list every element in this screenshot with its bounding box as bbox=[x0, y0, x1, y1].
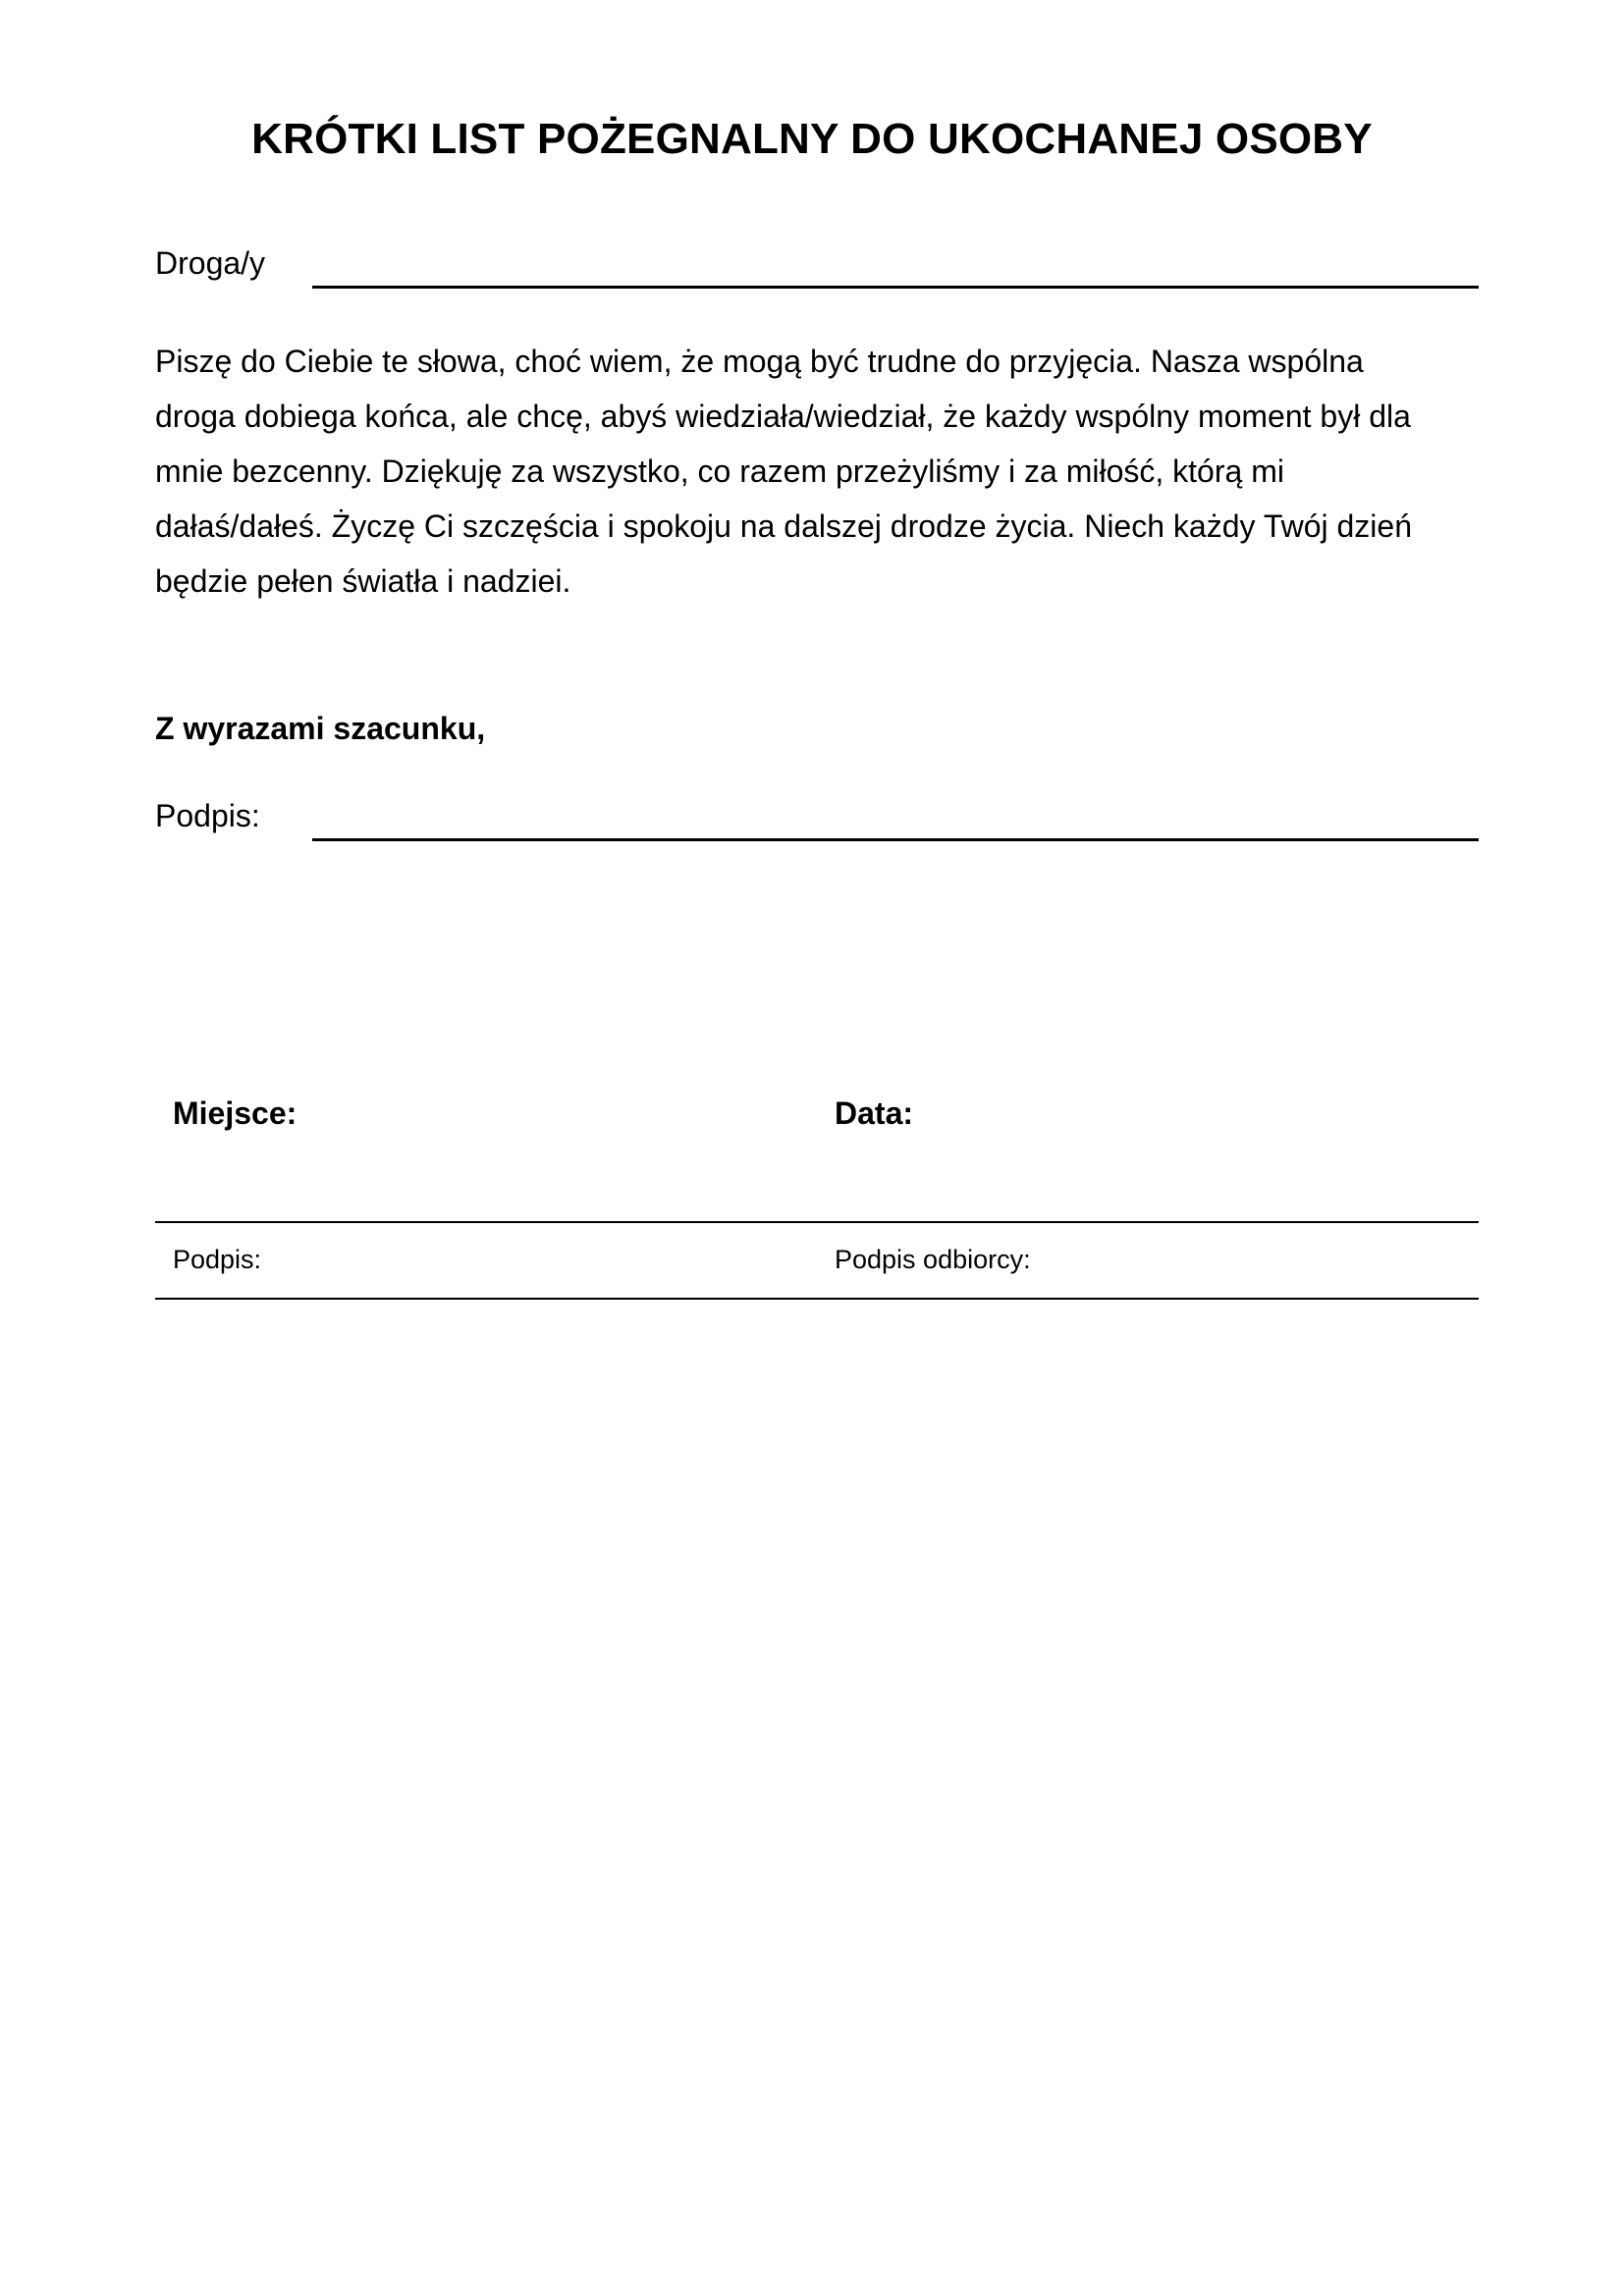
closing-phrase: Z wyrazami szacunku, bbox=[155, 711, 486, 746]
document-title: KRÓTKI LIST POŻEGNALNY DO UKOCHANEJ OSOBY bbox=[251, 115, 1373, 163]
body-line: mnie bezcenny. Dziękuję za wszystko, co razem przeżyliśmy i za miłość, którą mi bbox=[155, 454, 1284, 489]
signature-table bbox=[155, 1080, 1479, 1300]
body-line: droga dobiega końca, ale chcę, abyś wiedziała/wiedział, że każdy wspólny moment był dla bbox=[155, 399, 1411, 434]
signature-label: Podpis: bbox=[155, 798, 260, 833]
signature-line[interactable] bbox=[312, 838, 1479, 841]
place-label: Miejsce: bbox=[173, 1095, 298, 1131]
signature-field bbox=[155, 782, 1479, 841]
greeting-field bbox=[155, 230, 1479, 289]
recipient-name-line[interactable] bbox=[312, 286, 1479, 289]
greeting-label: Droga/y bbox=[155, 245, 266, 281]
letter-body bbox=[155, 334, 1481, 609]
body-line: dałaś/dałeś. Życzę Ci szczęścia i spokoju na dalszej drodze życia. Niech każdy Twój dzień bbox=[155, 508, 1412, 544]
place-date-row bbox=[155, 1080, 1479, 1223]
sender-signature-label: Podpis: bbox=[173, 1245, 262, 1274]
recipient-signature-label: Podpis odbiorcy: bbox=[835, 1245, 1031, 1274]
body-line: Piszę do Ciebie te słowa, choć wiem, że mogą być trudne do przyjęcia. Nasza wspólna bbox=[155, 344, 1364, 379]
body-line: będzie pełen światła i nadziei. bbox=[155, 563, 571, 599]
date-label: Data: bbox=[835, 1095, 914, 1131]
signatures-row bbox=[155, 1223, 1479, 1300]
